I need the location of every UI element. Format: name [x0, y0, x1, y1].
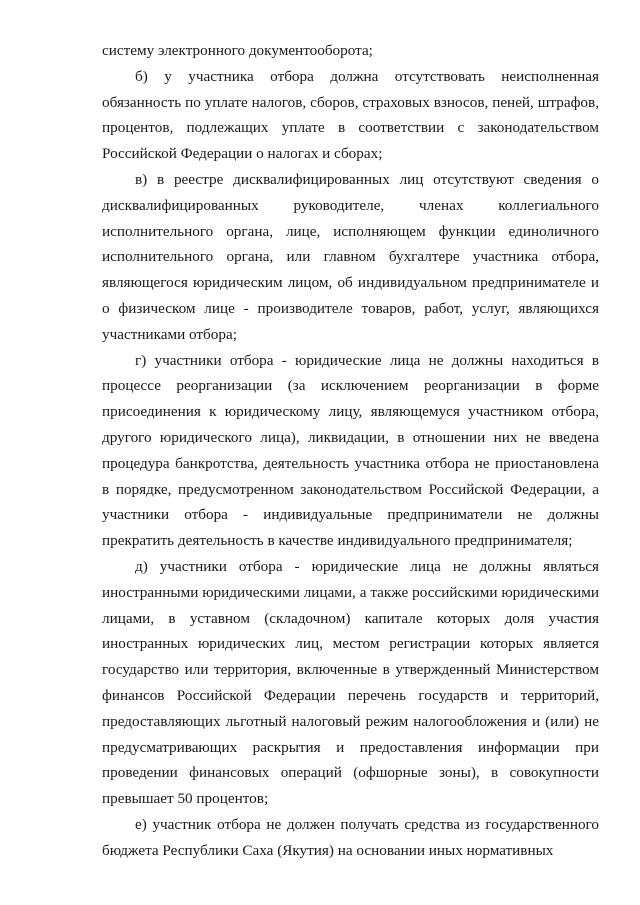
paragraph-d: д) участники отбора - юридические лица не должны являться иностранными юридическими лицами, а также российскими юридическими лицами, в уставном (складочном) капитале которых доля участия иностранных юридических лиц, местом регистрации которых является государство или территория, включенные в утвержденный Министерством финансов Российской Федерации перечень государств и территорий, предоставляющих льготный налоговый режим налогообложения и (или) не предусматривающих раскрытия и предоставления информации при проведении финансовых операций (офшорные зоны), в совокупности превышает 50 процентов;	[102, 557, 599, 808]
paragraph-g: г) участники отбора - юридические лица не должны находиться в процессе реорганизации (за исключением реорганизации в форме присоединения к юридическому лицу, являющемуся участником отбора, другого юридического лица), ликвидации, в отношении них не введена процедура банкротства, деятельность участника отбора не приостановлена в порядке, предусмотренном законодательством Российской Федерации, а участники отбора - индивидуальные предприниматели не должны прекратить деятельность в качестве индивидуального предпринимателя;	[102, 351, 599, 550]
document-body	[102, 38, 599, 864]
paragraph-e: е) участник отбора не должен получать средства из государственного бюджета Республики Саха (Якутия) на основании иных нормативных	[102, 815, 599, 859]
paragraph-continuation: систему электронного документооборота;	[102, 42, 373, 59]
paragraph-v: в) в реестре дисквалифицированных лиц отсутствуют сведения о дисквалифицированных руководителе, членах коллегиального исполнительного органа, лице, исполняющем функции единоличного исполнительного органа, или главном бухгалтере участника отбора, являющегося юридическим лицом, об индивидуальном предпринимателе и о физическом лице - производителе товаров, работ, услуг, являющихся участниками отбора;	[102, 170, 599, 343]
paragraph-b: б) у участника отбора должна отсутствовать неисполненная обязанность по уплате налогов, сборов, страховых взносов, пеней, штрафов, процентов, подлежащих уплате в соответствии с законодательством Российской Федерации о налогах и сборах;	[102, 67, 599, 163]
